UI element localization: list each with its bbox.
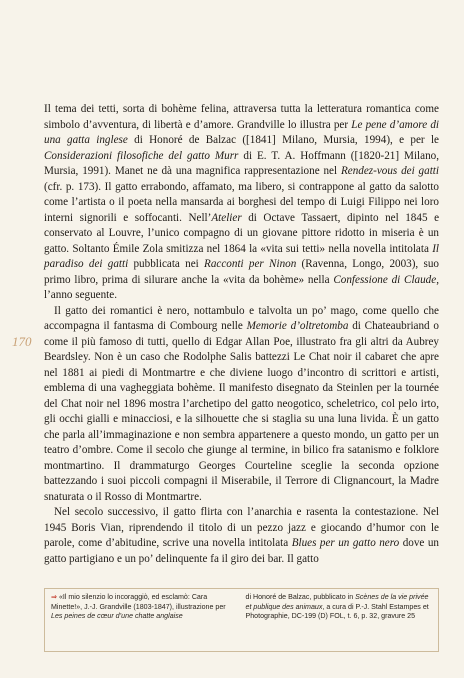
paragraph-2: Il gatto dei romantici è nero, nottambulo e talvolta un po’ mago, come quello che accompagna il fantasma di Combourg nelle Memorie d’oltretomba di Chateaubriand o come il più famoso di tutti, quello di Edgar Allan Poe, illustrato fra gli altri da Aubrey Beardsley. Non è un caso che Rodolphe Salis battezzi Le Chat noir il cabaret che apre nel 1881 ai piedi di Montmartre e che diviene luogo d’incontro di scrittori e artisti, emblema di una vagheggiata bohème. Il manifesto disegnato da Steinlen per la tournée del Chat noir nel 1896 mostra l’archetipo del gatto neogotico, scheletrico, col pelo irto, gli occhi gialli e minacciosi, e la silhouette che si staglia su una luna livida. È un gatto che parla all’immaginazione e non sembra appartenere a questo mondo, un gatto per un teatro d’ombre. Come il secolo che giunge al termine, in bilico fra satanismo e folklore montmartino. Il drammaturgo Georges Courteline sceglie la seconda opzione battezzando i suoi piccoli compagni il Miserabile, il Terrore di Clignancourt, la Madre snaturata o il Rosso di Montmartre. — [44, 304, 439, 503]
body-text — [44, 102, 439, 567]
italic-title: Les peines de cœur d’une chatte anglaise — [51, 612, 183, 620]
caption-left — [51, 593, 238, 647]
italic-title: Le pene d’amore di una gatta inglese — [44, 118, 439, 146]
caption-right: di Honoré de Balzac, pubblicato in Scènes de la vie privée et publique des animaux, a cura di P.-J. Stahl Estampes et Photographie, DC-199 (D) FOL, t. 6, p. 32, gravure 25 — [245, 593, 429, 620]
italic-title: Il paradiso dei gatti — [44, 242, 439, 270]
italic-title: Confessione di Claude — [333, 273, 437, 286]
italic-title: Blues per un gatto nero — [291, 537, 400, 549]
page-number: 170 — [12, 334, 32, 349]
arrow-icon: ⇒ — [51, 593, 57, 601]
caption-left-text: «Il mio silenzio lo incoraggiò, ed esclamò: Cara Minette!», J.-J. Grandville (1803-1847), illustrazione per Les peines de cœur d’une chatte anglaise — [51, 593, 226, 620]
figure-caption — [44, 588, 439, 652]
italic-title: Racconti per Ninon — [204, 258, 297, 270]
italic-title: Atelier — [211, 211, 242, 224]
paragraph-3: Nel secolo successivo, il gatto flirta con l’anarchia e rasenta la contestazione. Nel 1945 Boris Vian, riprendendo il titolo di un pezzo jazz e giocando d’humor con le parole, come d’abitudine, scrive una novella intitolata Blues per un gatto nero dove un gatto partigiano e un po’ delinquente fa il giro dei bar. Il gatto — [44, 506, 439, 565]
paragraph-1: Il tema dei tetti, sorta di bohème felina, attraversa tutta la letteratura romantica come simbolo d’avventura, di libertà e d’amore. Grandville lo illustra per Le pene d’amore di una gatta inglese di Honoré de Balzac ([1841] Milano, Mursia, 1994), e per le Considerazioni filosofiche del gatto Murr di E. T. A. Hoffmann ([1820-21] Milano, Mursia, 1991). Manet ne dà una magnifica rappresentazione nel Rendez-vous dei gatti (cfr. p. 173). Il gatto errabondo, affamato, ma libero, si contrappone al gatto da salotto come l’artista o il poeta nella mansarda ai borghesi del tempo di Luigi Filippo nei loro interni signorili e soffocanti. Nell’Atelier di Octave Tassaert, dipinto nel 1845 e conservato al Louvre, l’unico compagno di un giovane pittore ridotto in miseria è un gatto. Soltanto Émile Zola smitizza nel 1864 la «vita sui tetti» nella novella intitolata Il paradiso dei gatti pubblicata nei Racconti per Ninon (Ravenna, Longo, 2003), suo primo libro, prima di silurare anche la «vita da bohème» nella Confessione di Claude, l’anno seguente. — [44, 103, 440, 301]
italic-title: Considerazioni filosofiche del gatto Murr — [44, 149, 239, 162]
italic-title: Rendez-vous dei gatti — [340, 165, 439, 177]
italic-title: Scènes de la vie privée et publique des animaux — [245, 593, 429, 611]
italic-title: Memorie d’oltretomba — [246, 320, 349, 332]
